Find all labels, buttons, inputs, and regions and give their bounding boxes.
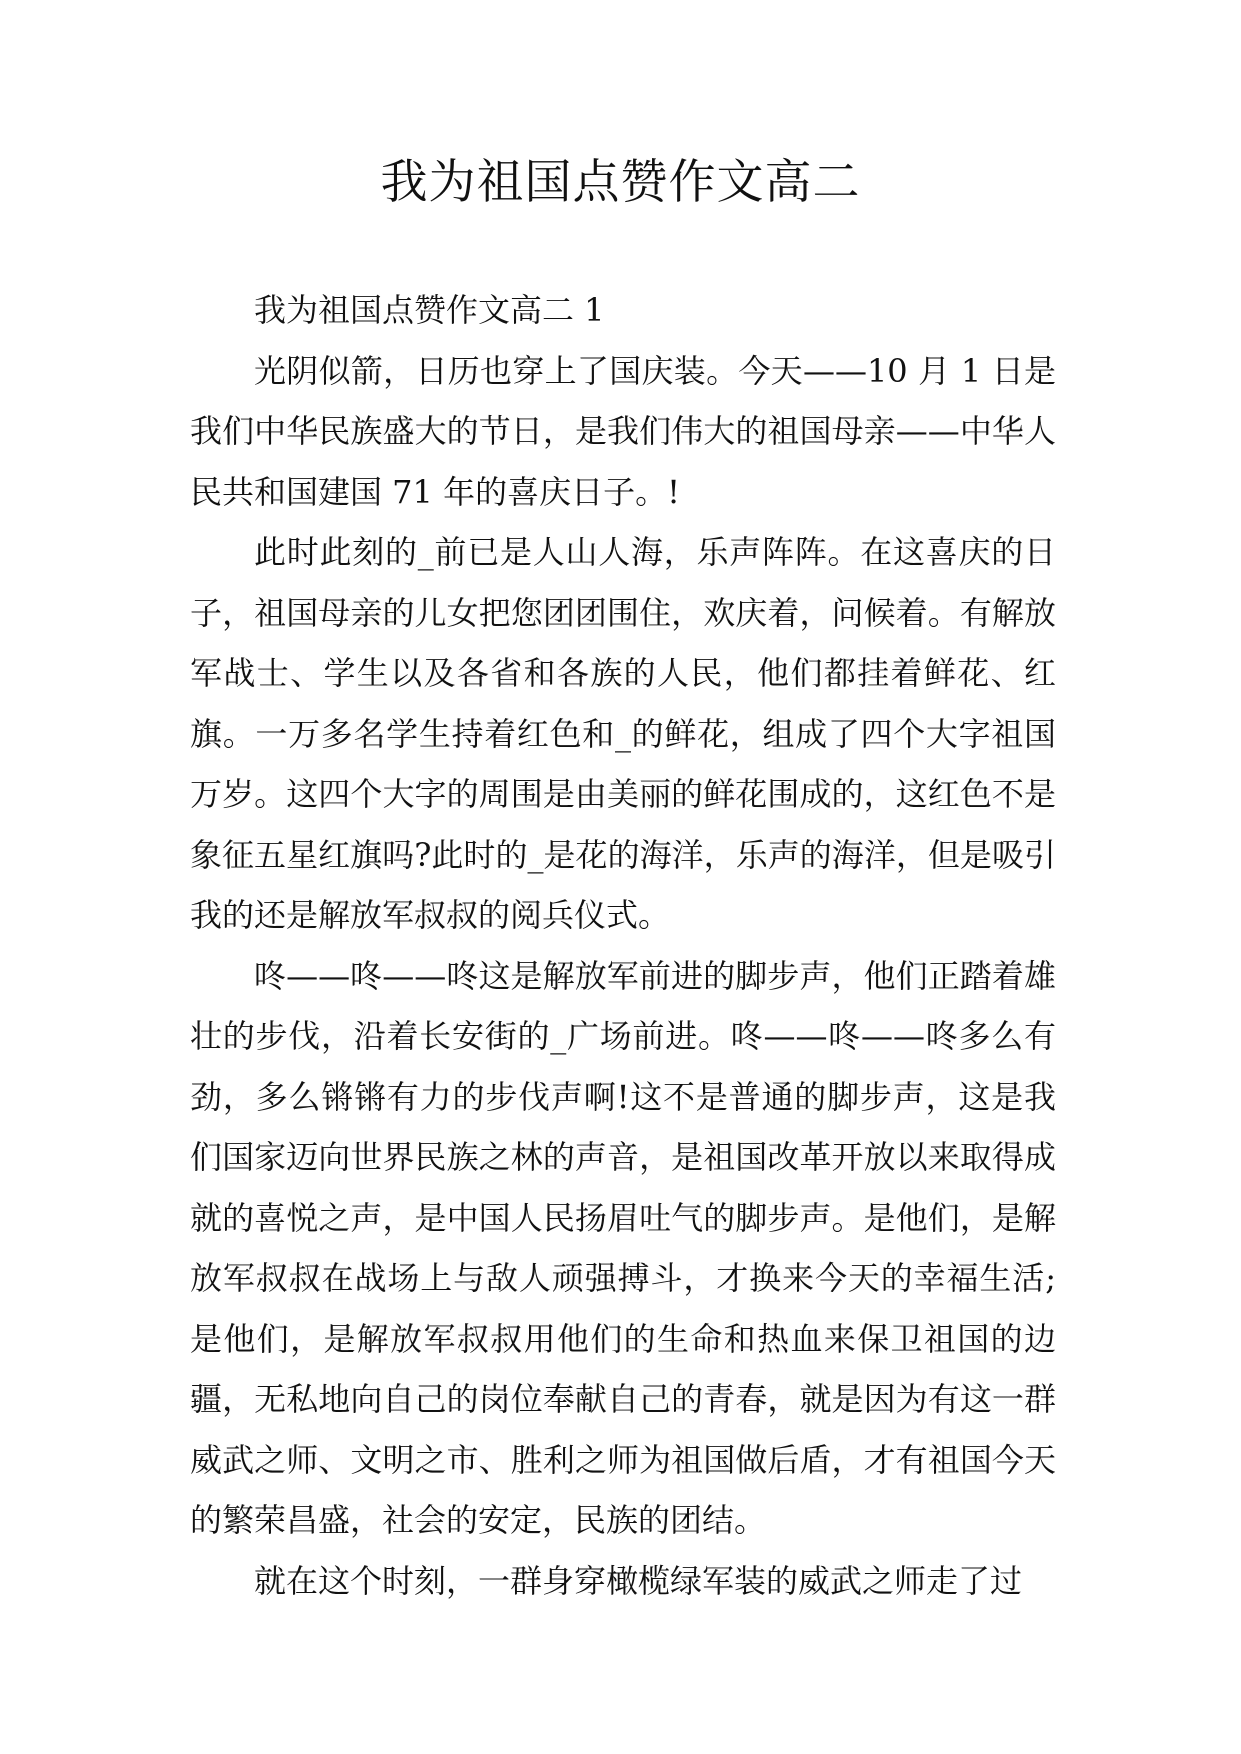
paragraph: 就在这个时刻，一群身穿橄榄绿军装的威武之师走了过	[254, 1561, 1023, 1600]
paragraph: 此时此刻的_前已是人山人海，乐声阵阵。在这喜庆的日子，祖国母亲的儿女把您团团围住，欢庆着，问候着。有解放军战士、学生以及各省和各族的人民，他们都挂着鲜花、红旗。一万多名学生持着红色和_的鲜花，组成了四个大字祖国万岁。这四个大字的周围是由美丽的鲜花围成的，这红色不是象征五星红旗吗?此时的_是花的海洋，乐声的海洋，但是吸引我的还是解放军叔叔的阅兵仪式。	[190, 533, 1056, 934]
document-title: 我为祖国点赞作文高二	[380, 155, 861, 210]
paragraph: 咚——咚——咚这是解放军前进的脚步声，他们正踏着雄壮的步伐，沿着长安街的_广场前进。咚——咚——咚多么有劲，多么锵锵有力的步伐声啊!这不是普通的脚步声，这是我们国家迈向世界民族之林的声音，是祖国改革开放以来取得成就的喜悦之声，是中国人民扬眉吐气的脚步声。是他们，是解放军叔叔在战场上与敌人顽强搏斗，才换来今天的幸福生活;是他们，是解放军叔叔用他们的生命和热血来保卫祖国的边疆，无私地向自己的岗位奉献自己的青春，就是因为有这一群威武之师、文明之市、胜利之师为祖国做后盾，才有祖国今天的繁荣昌盛，社会的安定，民族的团结。	[190, 956, 1056, 1539]
section-heading: 我为祖国点赞作文高二 1	[254, 291, 605, 329]
document-body	[190, 280, 1056, 1611]
paragraph: 光阴似箭，日历也穿上了国庆装。今天——10 月 1 日是我们中华民族盛大的节日，是我们伟大的祖国母亲——中华人民共和国建国 71 年的喜庆日子。!	[190, 351, 1056, 511]
